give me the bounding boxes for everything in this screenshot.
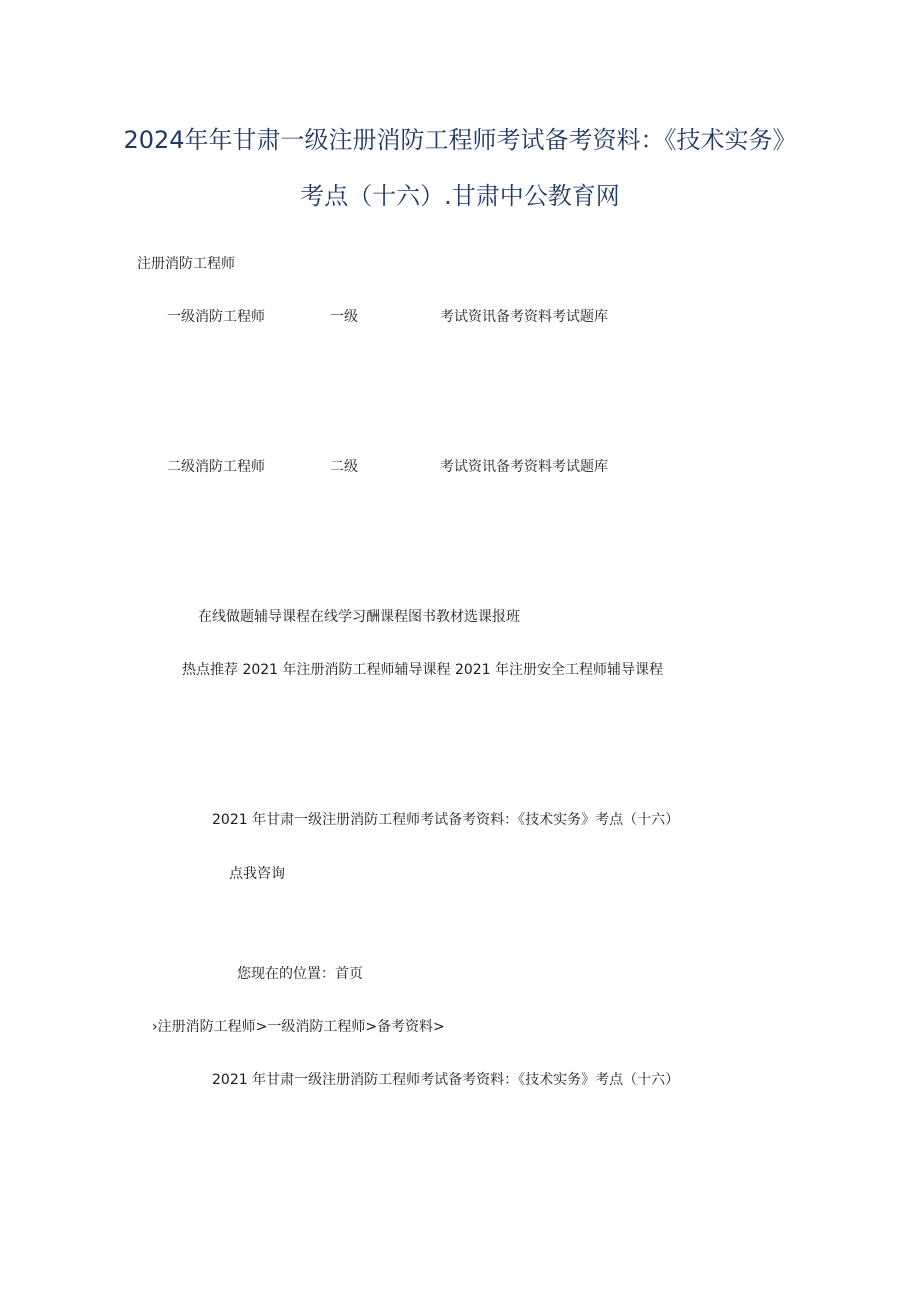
consult-link[interactable]: 点我咨询 [229, 866, 285, 882]
level1-name[interactable]: 一级消防工程师 [167, 309, 265, 325]
level2-links[interactable]: 考试资讯备考资料考试题库 [440, 459, 608, 475]
hot-recommend[interactable]: 热点推荐 2021 年注册消防工程师辅导课程 2021 年注册安全工程师辅导课程 [182, 662, 664, 678]
nav-links[interactable]: 在线做题辅导课程在线学习酬课程图书教材选课报班 [198, 609, 520, 625]
category-label[interactable]: 注册消防工程师 [137, 256, 235, 272]
level1-grade: 一级 [330, 309, 358, 325]
location-label: 您现在的位置：首页 [237, 966, 363, 982]
article-heading: 2021 年甘肃一级注册消防工程师考试备考资料：《技术实务》考点（十六） [212, 812, 680, 828]
breadcrumb[interactable]: ›注册消防工程师>一级消防工程师>备考资料> [152, 1019, 445, 1035]
level2-grade: 二级 [330, 459, 358, 475]
article-title-repeat: 2021 年甘肃一级注册消防工程师考试备考资料：《技术实务》考点（十六） [212, 1072, 680, 1088]
page-title: 2024年年甘肃一级注册消防工程师考试备考资料：《技术实务》考点（十六）.甘肃中公教育网 [123, 126, 797, 210]
level2-name[interactable]: 二级消防工程师 [167, 459, 265, 475]
level1-links[interactable]: 考试资讯备考资料考试题库 [440, 309, 608, 325]
